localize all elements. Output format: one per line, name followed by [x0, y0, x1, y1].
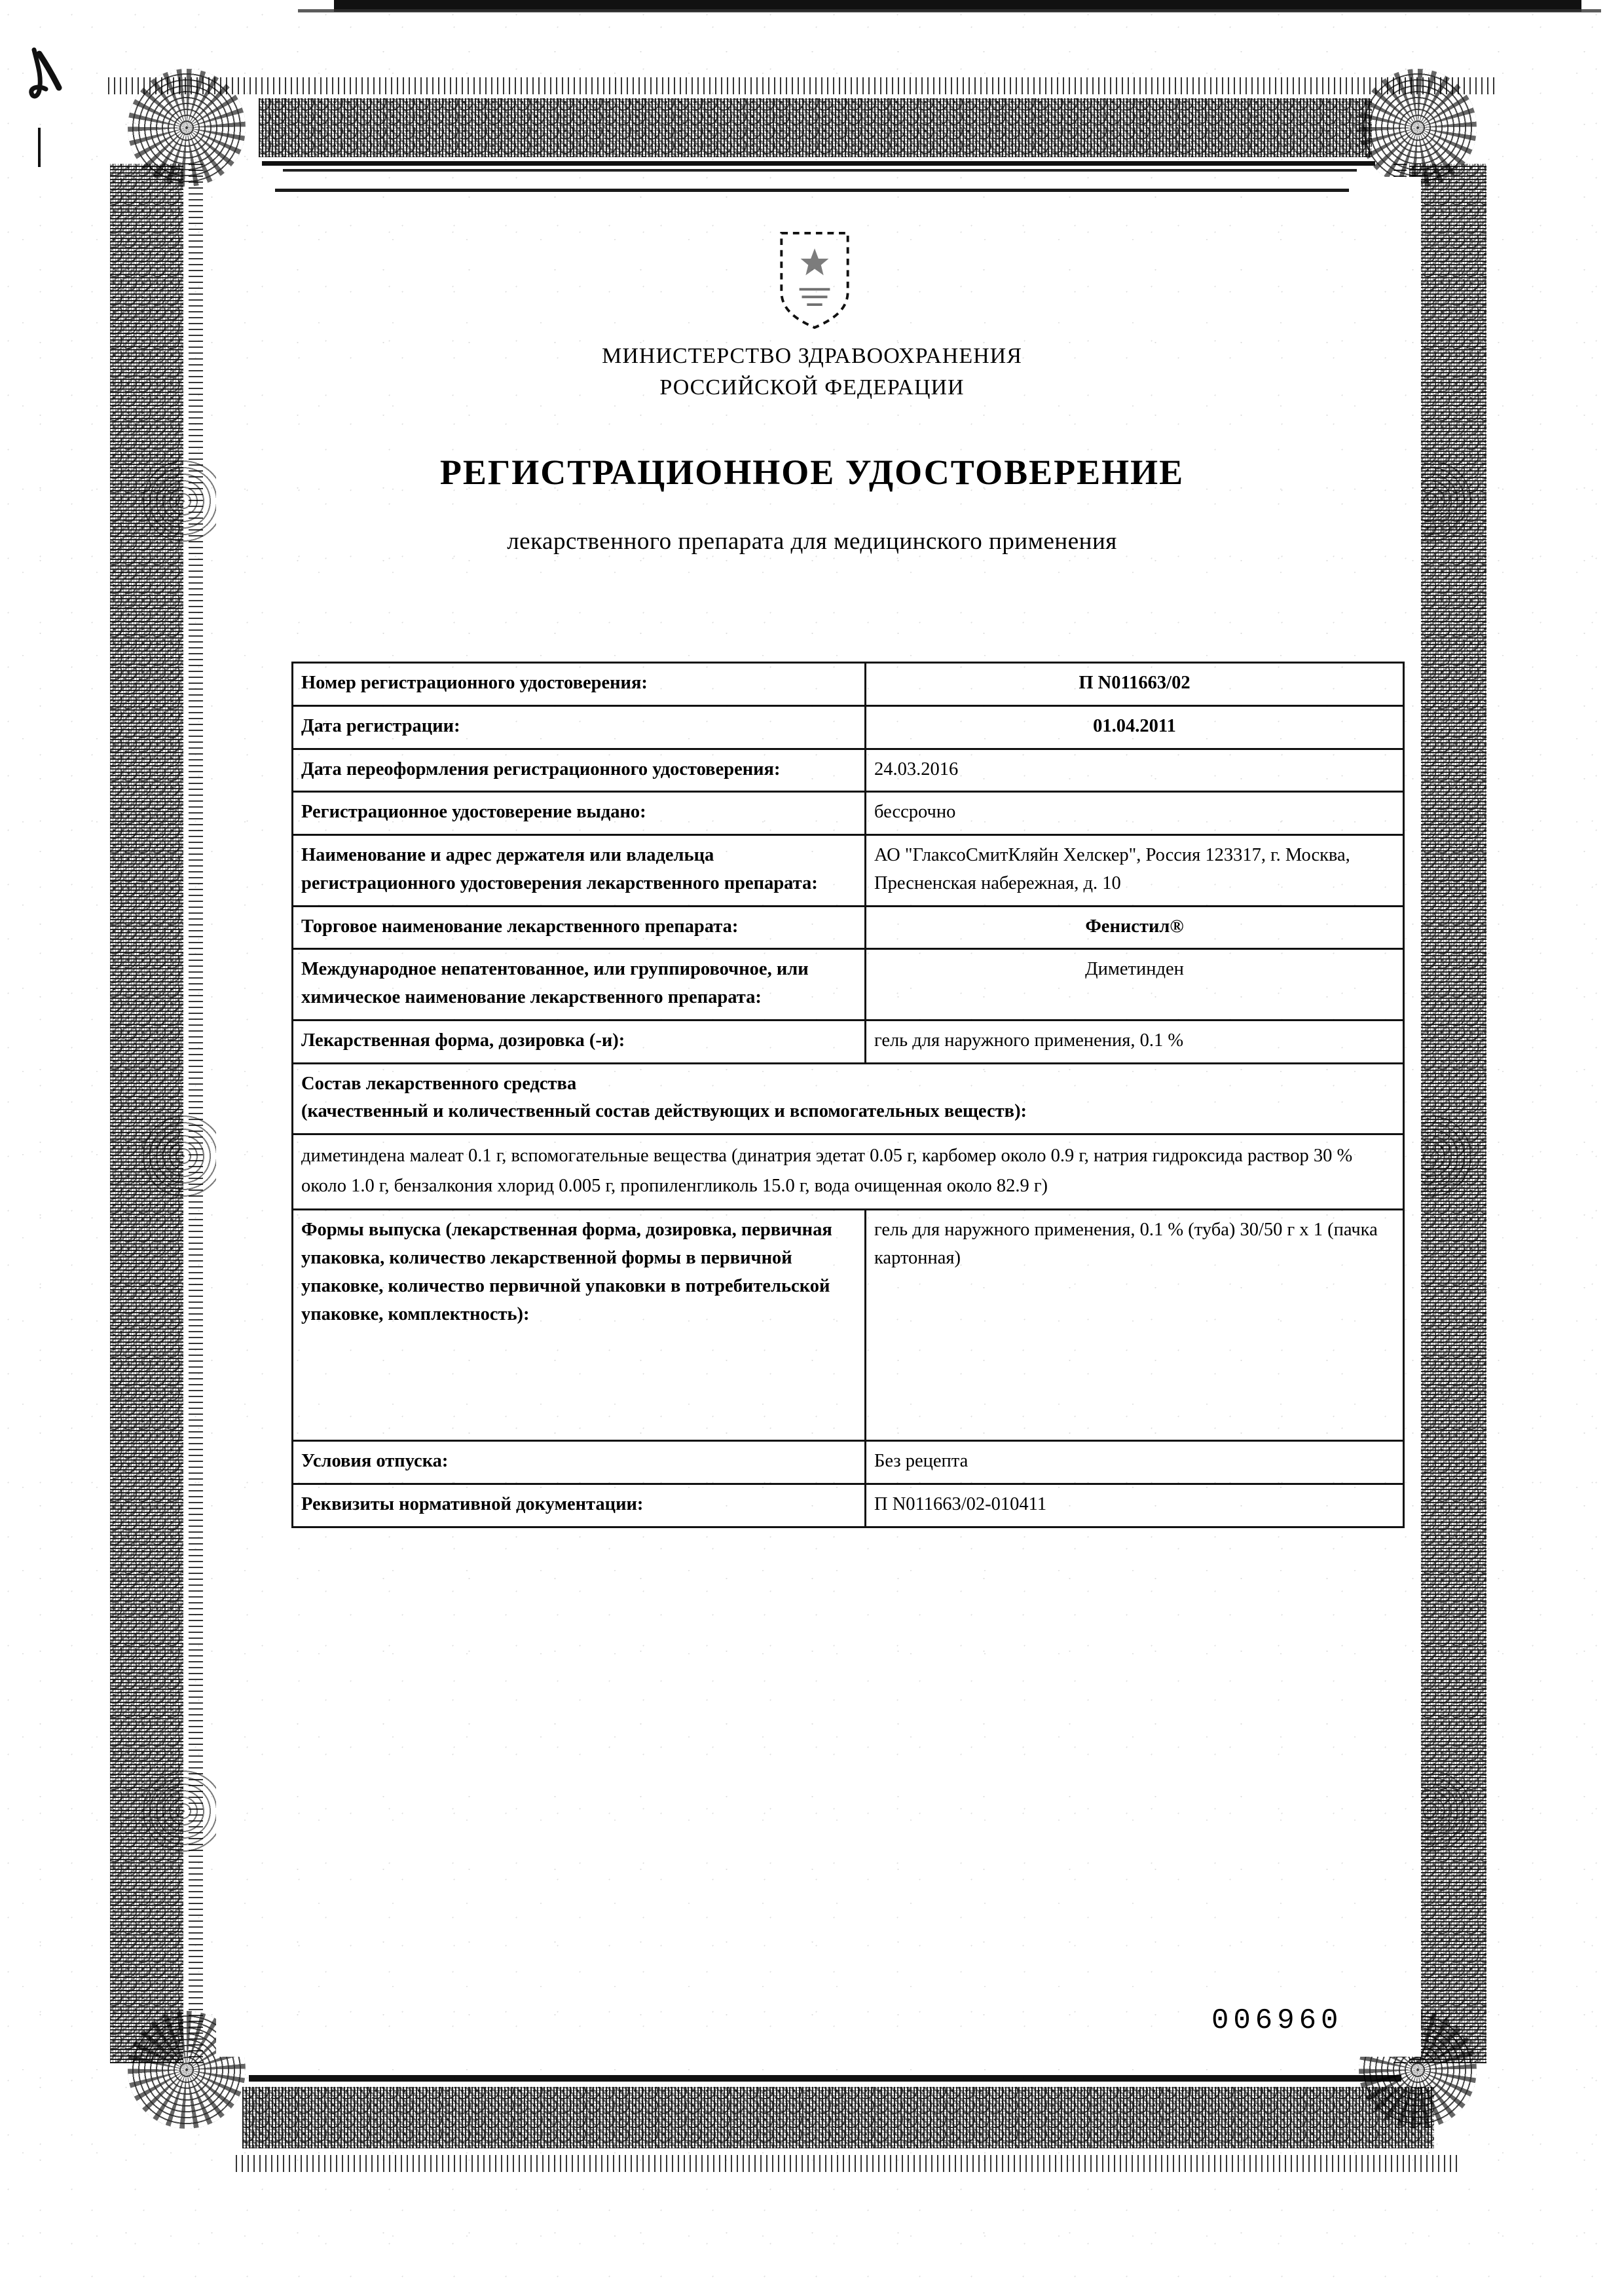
scan-artifact-top-bar-secondary: [298, 9, 1601, 12]
row-label: Наименование и адрес держателя или владельца регистрационного удостоверения лекарственного препарата:: [293, 835, 866, 907]
row-label: Реквизиты нормативной документации:: [293, 1484, 866, 1527]
frame-medallion-left-lower: [141, 1769, 226, 1854]
composition-header-line-1: Состав лекарственного средства: [301, 1073, 577, 1094]
page-subtitle: лекарственного препарата для медицинского применения: [507, 528, 1117, 555]
row-label: Формы выпуска (лекарственная форма, дозировка, первичная упаковка, количество лекарственной формы в первичной упаковке, количество первичной упаковки в потребительской упаковке, комплектность):: [293, 1210, 866, 1441]
frame-top-guilloche-band: [259, 98, 1372, 157]
table-row: [293, 949, 1404, 1020]
document-serial-number: 006960: [1211, 2004, 1343, 2037]
frame-rosette-top-right: [1359, 69, 1477, 187]
row-label: Регистрационное удостоверение выдано:: [293, 792, 866, 835]
handwritten-tick-mark: [38, 128, 41, 167]
row-label: Дата переоформления регистрационного удостоверения:: [293, 749, 866, 792]
row-label: Номер регистрационного удостоверения:: [293, 663, 866, 706]
row-value: Диметинден: [866, 949, 1404, 1020]
table-row: [293, 1484, 1404, 1527]
frame-rosette-top-left: [128, 69, 246, 187]
registration-details-table: [291, 662, 1405, 1528]
composition-body-cell: диметиндена малеат 0.1 г, вспомогательные вещества (динатрия эдетат 0.05 г, карбомер около 0.9 г, натрия гидроксида раствор 30 % около 1.0 г, бензалкония хлорид 0.005 г, пропиленгликоль 15.0 г, вода очищенная около 82.9 г): [293, 1134, 1404, 1210]
frame-bottom-comb-band: [236, 2155, 1460, 2172]
row-label: Условия отпуска:: [293, 1441, 866, 1484]
row-value: П N011663/02: [866, 663, 1404, 706]
row-value: Без рецепта: [866, 1441, 1404, 1484]
content-plate-top-rule: [275, 189, 1349, 192]
table-row: [293, 835, 1404, 907]
row-value: П N011663/02-010411: [866, 1484, 1404, 1527]
row-value: АО "ГлаксоСмитКляйн Хелскер", Россия 123317, г. Москва, Пресненская набережная, д. 10: [866, 835, 1404, 907]
table-row: [293, 749, 1404, 792]
frame-top-comb-band: [108, 77, 1496, 94]
frame-medallion-left-mid: [141, 1114, 226, 1199]
ministry-heading: [0, 341, 1624, 404]
row-value: 01.04.2011: [866, 705, 1404, 749]
table-row: [293, 705, 1404, 749]
page-title: РЕГИСТРАЦИОННОЕ УДОСТОВЕРЕНИЕ: [439, 453, 1185, 492]
table-row: [293, 906, 1404, 949]
row-value: гель для наружного применения, 0.1 %: [866, 1020, 1404, 1063]
row-label: Лекарственная форма, дозировка (-и):: [293, 1020, 866, 1063]
composition-header-cell: [293, 1063, 1404, 1134]
table-row: [293, 1210, 1404, 1441]
handwritten-pen-mark-icon: [25, 39, 97, 111]
table-row-composition-body: [293, 1134, 1404, 1210]
row-value: Фенистил®: [866, 906, 1404, 949]
coat-of-arms-icon: [776, 231, 853, 330]
row-label: Дата регистрации:: [293, 705, 866, 749]
frame-top-rule-secondary: [283, 169, 1357, 172]
table-row: [293, 1441, 1404, 1484]
table-row: [293, 1020, 1404, 1063]
frame-top-rule: [262, 161, 1375, 166]
row-value: бессрочно: [866, 792, 1404, 835]
frame-bottom-rule: [249, 2075, 1401, 2082]
row-label: Торговое наименование лекарственного препарата:: [293, 906, 866, 949]
row-value: гель для наружного применения, 0.1 % (туба) 30/50 г х 1 (пачка картонная): [866, 1210, 1404, 1441]
table-row-composition-header: [293, 1063, 1404, 1134]
table-row: [293, 792, 1404, 835]
ministry-line-1: МИНИСТЕРСТВО ЗДРАВООХРАНЕНИЯ: [602, 344, 1022, 368]
ministry-line-2: РОССИЙСКОЙ ФЕДЕРАЦИИ: [659, 375, 965, 400]
frame-bottom-guilloche-band: [242, 2087, 1434, 2148]
composition-header-line-2: (качественный и количественный состав действующих и вспомогательных веществ):: [301, 1101, 1027, 1122]
row-label: Международное непатентованное, или группировочное, или химическое наименование лекарственного препарата:: [293, 949, 866, 1020]
table-row: [293, 663, 1404, 706]
row-value: 24.03.2016: [866, 749, 1404, 792]
